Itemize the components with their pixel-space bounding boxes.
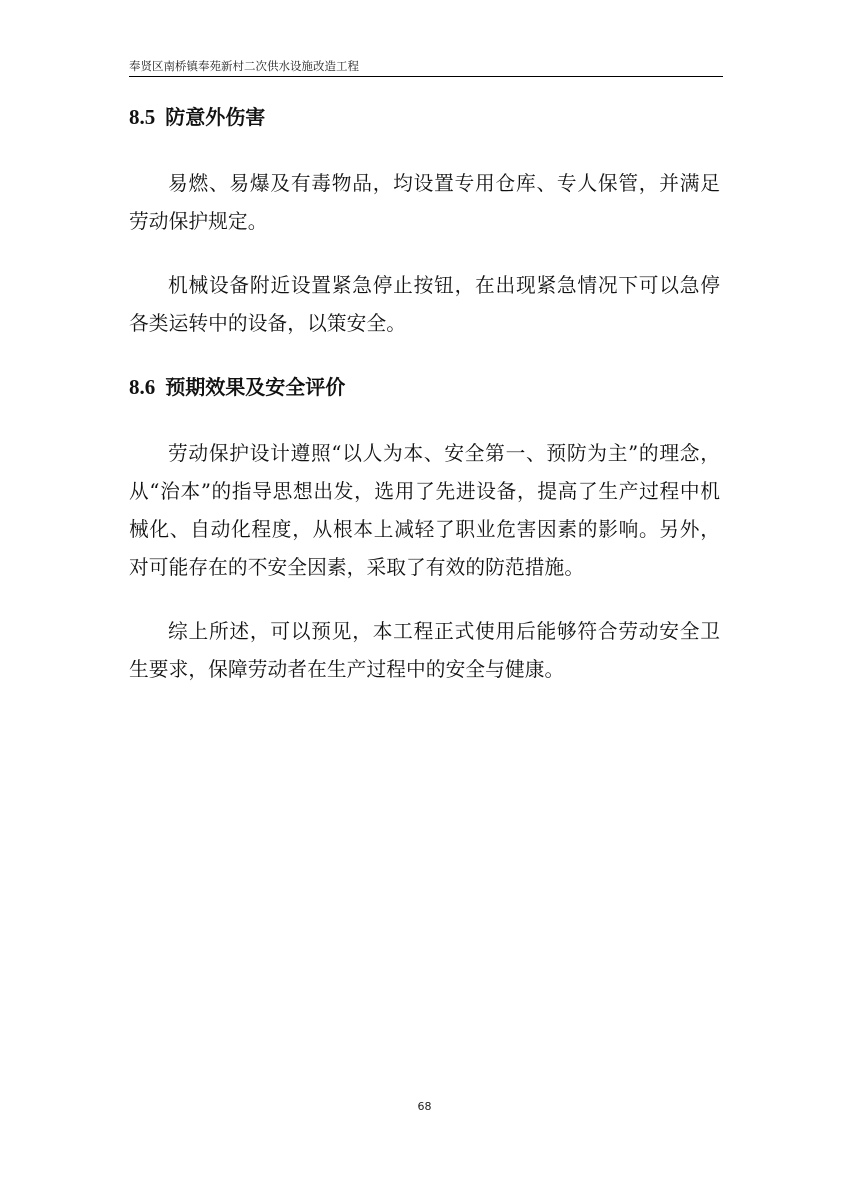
section-number: 8.6: [129, 375, 156, 399]
section-title: 预期效果及安全评价: [165, 375, 346, 399]
paragraph: 综上所述，可以预见，本工程正式使用后能够符合劳动安全卫生要求，保障劳动者在生产过程中的安全与健康。: [129, 620, 720, 681]
running-header: 奉贤区南桥镇奉苑新村二次供水设施改造工程: [129, 59, 359, 73]
section-heading-8-5: [129, 98, 720, 136]
paragraph: 机械设备附近设置紧急停止按钮，在出现紧急情况下可以急停各类运转中的设备，以策安全。: [129, 274, 720, 335]
section-heading-8-6: [129, 368, 720, 406]
paragraph: 易燃、易爆及有毒物品，均设置专用仓库、专人保管，并满足劳动保护规定。: [129, 172, 720, 233]
section-number: 8.5: [129, 105, 156, 129]
header-divider: [129, 76, 723, 77]
paragraph: 劳动保护设计遵照“以人为本、安全第一、预防为主”的理念，从“治本”的指导思想出发，选用了先进设备，提高了生产过程中机械化、自动化程度，从根本上减轻了职业危害因素的影响。另外，对可能存在的不安全因素，采取了有效的防范措施。: [129, 442, 720, 579]
page-content: [129, 98, 720, 689]
page-number: 68: [417, 1100, 432, 1113]
section-title: 防意外伤害: [165, 105, 266, 129]
